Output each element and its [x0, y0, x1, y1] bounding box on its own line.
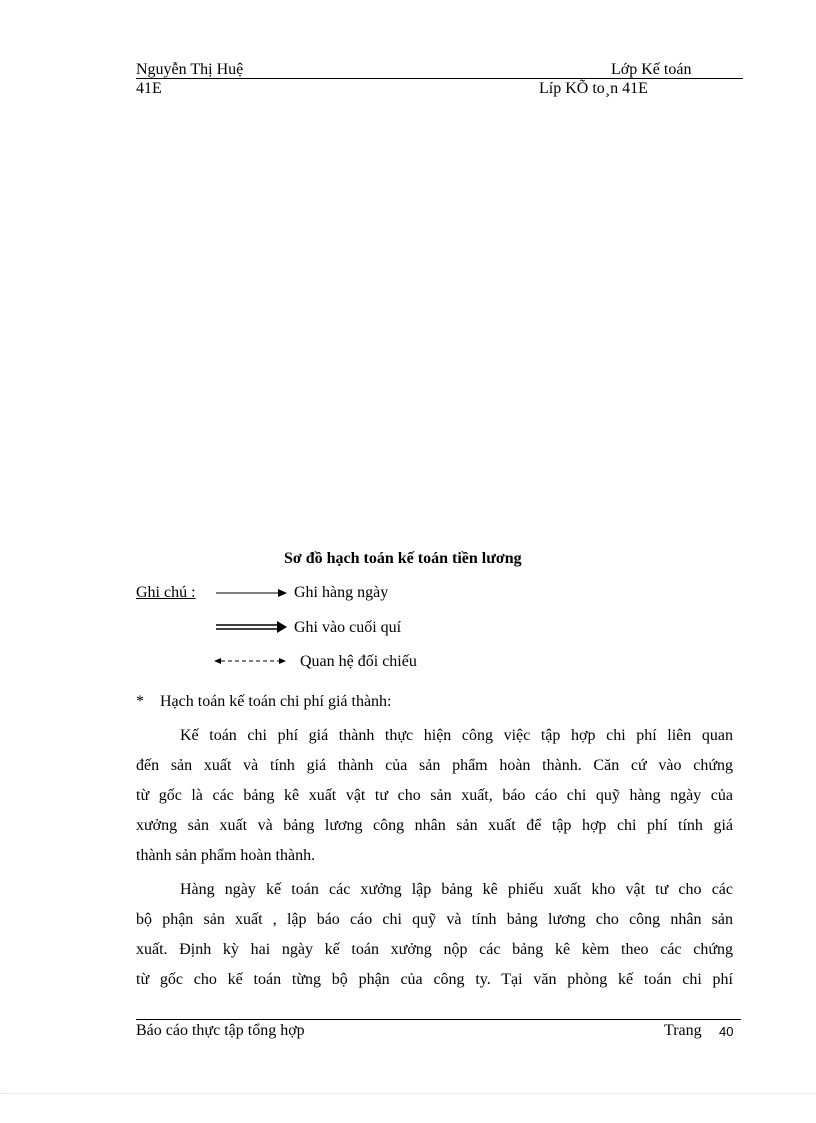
paragraph-line: từ gốc là các bảng kê xuất vật tư cho sản xuất, báo cáo chi quỹ hàng ngày của	[136, 787, 733, 804]
legend-label-crosscheck: Quan hệ đối chiếu	[300, 653, 417, 670]
paragraph-line: Kế toán chi phí giá thành thực hiện công việc tập hợp chi phí liên quan	[180, 727, 733, 744]
paragraph-line: từ gốc cho kế toán từng bộ phận của công ty. Tại văn phòng kế toán chi phí	[136, 971, 733, 988]
paragraph-line: thành sản phẩm hoàn thành.	[136, 847, 316, 864]
bullet-marker: *	[136, 693, 144, 710]
paragraph-1	[136, 721, 733, 871]
paragraph-line: đến sản xuất và tính giá thành của sản phẩm hoàn thành. Căn cứ vào chứng	[136, 757, 733, 774]
legend-title: Ghi chú :	[136, 584, 196, 601]
thin-arrow-icon	[215, 584, 289, 602]
header-divider	[136, 78, 743, 79]
page-bottom-edge	[0, 1093, 816, 1094]
section-heading: Hạch toán kế toán chi phí giá thành:	[160, 693, 392, 710]
header-class-label: Lớp Kế toán	[611, 61, 692, 78]
dashed-double-arrow-icon	[213, 652, 289, 670]
paragraph-line: bộ phận sản xuất , lập báo cáo chi quỹ và tính bảng lương cho công nhân sản	[136, 911, 733, 928]
paragraph-line: xưởng sản xuất và bảng lương công nhân sản xuất để tập hợp chi phí tính giá	[136, 817, 733, 834]
footer-page-label: Trang	[664, 1022, 702, 1039]
legend-label-daily: Ghi hàng ngày	[294, 584, 389, 601]
diagram-title: Sơ đồ hạch toán kế toán tiền lương	[284, 550, 522, 567]
header-class-code: 41E	[136, 80, 162, 97]
header-class-label-garbled: Líp KÕ to¸n 41E	[539, 80, 648, 97]
header-author: Nguyễn Thị Huệ	[136, 61, 244, 78]
footer-page-number: 40	[719, 1024, 734, 1039]
footer-divider	[136, 1019, 741, 1020]
legend-label-quarterly: Ghi vào cuối quí	[294, 619, 402, 636]
double-arrow-icon	[215, 618, 289, 636]
paragraph-line: Hàng ngày kế toán các xưởng lập bảng kê phiếu xuất kho vật tư cho các	[180, 881, 733, 898]
paragraph-line: xuất. Định kỳ hai ngày kế toán xưởng nộp các bảng kê kèm theo các chứng	[136, 941, 733, 958]
footer-report-title: Báo cáo thực tập tổng hợp	[136, 1022, 305, 1039]
paragraph-2	[136, 875, 733, 995]
